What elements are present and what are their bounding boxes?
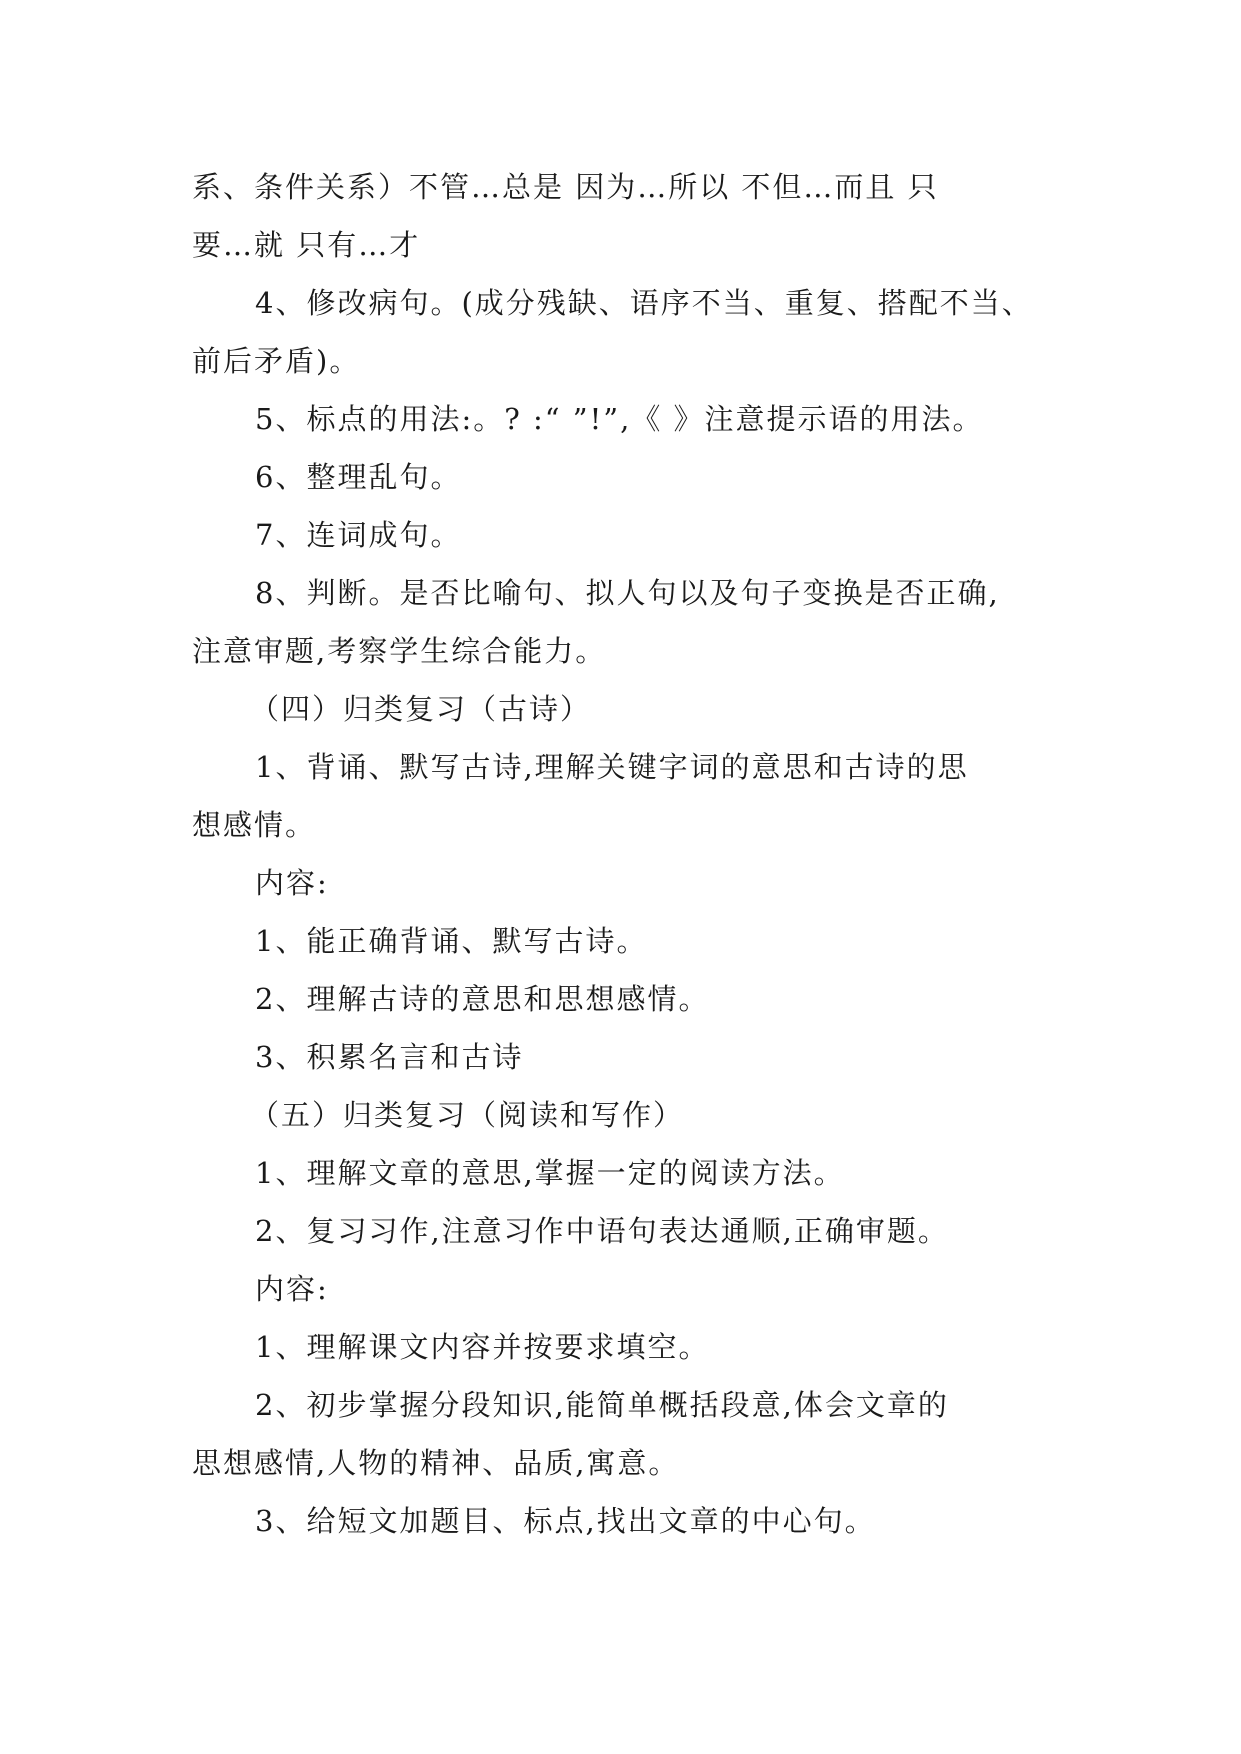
document-body: [192, 158, 1052, 1550]
text-line: 系、条件关系）不管…总是 因为…所以 不但…而且 只: [192, 170, 939, 204]
list-item: 1、背诵、默写古诗,理解关键字词的意思和古诗的思: [255, 750, 969, 784]
list-item: 2、初步掌握分段知识,能简单概括段意,体会文章的: [255, 1388, 949, 1422]
list-item: 5、标点的用法:。? :“ ”!”,《 》注意提示语的用法。: [255, 402, 984, 436]
list-item: 1、理解课文内容并按要求填空。: [255, 1330, 710, 1364]
section-heading: （五）归类复习（阅读和写作）: [250, 1098, 685, 1132]
list-item: 1、能正确背诵、默写古诗。: [255, 924, 648, 958]
section-heading: （四）归类复习（古诗）: [250, 692, 592, 726]
text-line: 想感情。: [192, 808, 317, 842]
content-label: 内容:: [255, 866, 329, 900]
text-line: 思想感情,人物的精神、品质,寓意。: [192, 1446, 680, 1480]
list-item: 3、给短文加题目、标点,找出文章的中心句。: [255, 1504, 876, 1538]
content-label: 内容:: [255, 1272, 329, 1306]
list-item: 6、整理乱句。: [255, 460, 462, 494]
list-item: 1、理解文章的意思,掌握一定的阅读方法。: [255, 1156, 845, 1190]
text-line: 注意审题,考察学生综合能力。: [192, 634, 607, 668]
text-line: 要…就 只有…才: [192, 228, 421, 262]
list-item: 7、连词成句。: [255, 518, 462, 552]
list-item: 2、复习习作,注意习作中语句表达通顺,正确审题。: [255, 1214, 949, 1248]
list-item: 3、积累名言和古诗: [255, 1040, 524, 1074]
list-item: 2、理解古诗的意思和思想感情。: [255, 982, 710, 1016]
list-item: 4、修改病句。(成分残缺、语序不当、重复、搭配不当、: [255, 286, 1033, 320]
list-item: 8、判断。是否比喻句、拟人句以及句子变换是否正确,: [255, 576, 1000, 610]
text-line: 前后矛盾)。: [192, 344, 361, 378]
